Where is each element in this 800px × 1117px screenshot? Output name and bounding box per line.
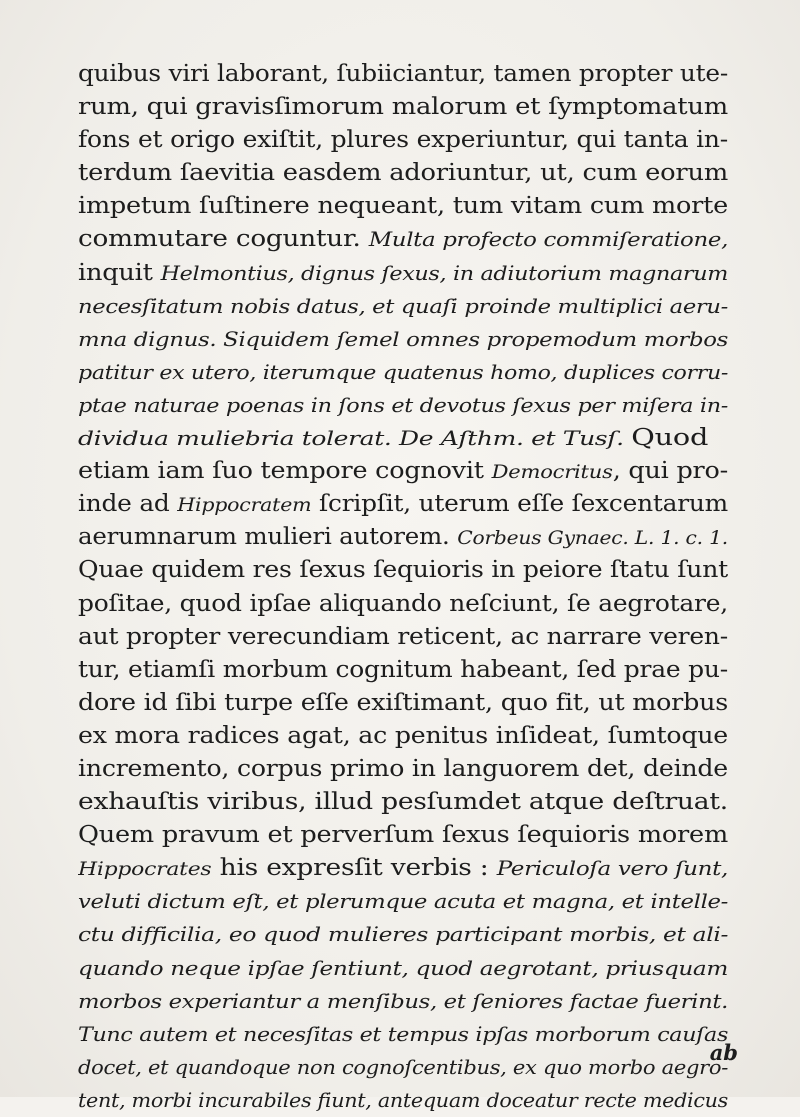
italic-text: Hippocrates (78, 858, 212, 881)
text-line (78, 157, 738, 190)
italic-text: tent, morbi incurabiles fiunt, antequam doceatur recte medicus (78, 1087, 728, 1112)
roman-text: aut propter verecundiam reticent, ac narrare veren- (78, 623, 729, 650)
roman-text: quibus viri laborant, ſubiiciantur, tamen propter ute- (78, 61, 728, 87)
roman-text: etiam iam ſuo tempore cognovit (78, 458, 492, 485)
text-line (78, 720, 738, 753)
roman-text: , qui pro- (612, 458, 728, 485)
text-line (78, 819, 738, 852)
text-line (78, 422, 738, 455)
roman-text: ex mora radices agat, ac penitus inſideat, ſumtoque (78, 722, 728, 749)
italic-text: Hippocratem (177, 494, 312, 517)
italic-text: ptae naturae poenas in ſons et devotus ſexus per miſera in- (78, 392, 728, 417)
roman-text: exhauſtis viribus, illud pesſumdet atque deſtruat. (78, 789, 728, 816)
italic-text: Democritus (491, 461, 613, 484)
roman-text: fons et origo exiſtit, plures experiuntur, qui tanta in- (78, 127, 728, 154)
italic-text: veluti dictum eſt, et plerumque acuta et magna, et intelle- (78, 889, 728, 914)
text-line (78, 356, 738, 389)
roman-text: poſitae, quod ipſae aliquando neſciunt, ſe aegrotare, (78, 590, 728, 617)
roman-text: commutare coguntur. (78, 226, 369, 253)
text-line (78, 290, 738, 323)
text-line (78, 190, 738, 223)
roman-text: dore id ſibi turpe eſſe exiſtimant, quo fit, ut morbus (78, 689, 728, 716)
roman-text: aerumnarum mulieri autorem. (78, 524, 458, 551)
roman-text: impetum ſuſtinere nequeant, tum vitam cum morte (78, 193, 728, 220)
catchword: ab (709, 1040, 738, 1065)
text-line (78, 124, 738, 157)
roman-text: Quae quidem res ſexus ſequioris in peiore ſtatu ſunt (78, 557, 729, 584)
text-line (78, 223, 738, 256)
text-line (78, 621, 738, 654)
text-line (78, 1084, 738, 1117)
text-line (78, 753, 738, 786)
text-line (78, 985, 738, 1018)
text-line (78, 1051, 738, 1084)
italic-text: dividua muliebria tolerat. De Aſthm. et Tusſ. (78, 426, 632, 451)
roman-text: terdum ſaevitia easdem adoriuntur, ut, cum eorum (78, 160, 728, 187)
italic-text: necesſitatum nobis datus, et quaſi proinde multiplici aeru- (78, 293, 728, 318)
italic-text: Multa profecto commiſeratione, (368, 227, 728, 252)
italic-text: patitur ex utero, iterumque quatenus homo, duplices corru- (78, 359, 728, 384)
italic-text: Periculoſa vero ſunt, (496, 856, 729, 881)
italic-text: mna dignus. Siquidem ſemel omnes propemodum morbos (78, 326, 728, 351)
roman-text: ſcripſit, uterum eſſe ſexcentarum (311, 491, 728, 518)
text-line (78, 654, 738, 687)
text-line (78, 918, 738, 951)
roman-text: tur, etiamſi morbum cognitum habeant, ſed prae pu- (78, 656, 728, 683)
text-line (78, 952, 738, 985)
italic-text: Tunc autem et necesſitas et tempus ipſas morborum cauſas (78, 1021, 728, 1046)
text-line (78, 588, 738, 621)
text-line (78, 687, 738, 720)
italic-text: docet, et quandoque non cognoſcentibus, ex quo morbo aegro- (78, 1054, 728, 1079)
roman-text: Quem pravum et perverſum ſexus ſequioris morem (78, 822, 728, 849)
italic-text: Corbeus Gynaec. L. 1. c. 1. (457, 527, 728, 550)
text-line (78, 389, 738, 422)
text-line (78, 1018, 738, 1051)
text-line (78, 554, 738, 587)
roman-text: inde ad (78, 491, 178, 518)
text-line (78, 323, 738, 356)
body-text (78, 58, 738, 1117)
text-line (78, 91, 738, 124)
roman-text: Quod (631, 425, 709, 452)
text-line (78, 885, 738, 918)
text-line (78, 257, 738, 290)
italic-text: ctu difficilia, eo quod mulieres participant morbis, et ali- (78, 922, 728, 947)
italic-text: morbos experiantur a menſibus, et ſeniores factae fuerint. (78, 988, 728, 1013)
italic-text: Helmontius, dignus ſexus, in adiutorium magnarum (160, 260, 728, 285)
italic-text: quando neque ipſae ſentiunt, quod aegrotant, priusquam (78, 955, 728, 980)
text-line (78, 488, 738, 521)
roman-text: inquit (78, 259, 161, 286)
text-line (78, 786, 738, 819)
text-line (78, 58, 738, 91)
text-line (78, 852, 738, 885)
text-line (78, 455, 738, 488)
text-line (78, 521, 738, 554)
roman-text: incremento, corpus primo in languorem det, deinde (78, 755, 728, 782)
roman-text: his expresſit verbis : (211, 855, 497, 882)
roman-text: rum, qui gravisſimorum malorum et ſymptomatum (78, 94, 728, 121)
